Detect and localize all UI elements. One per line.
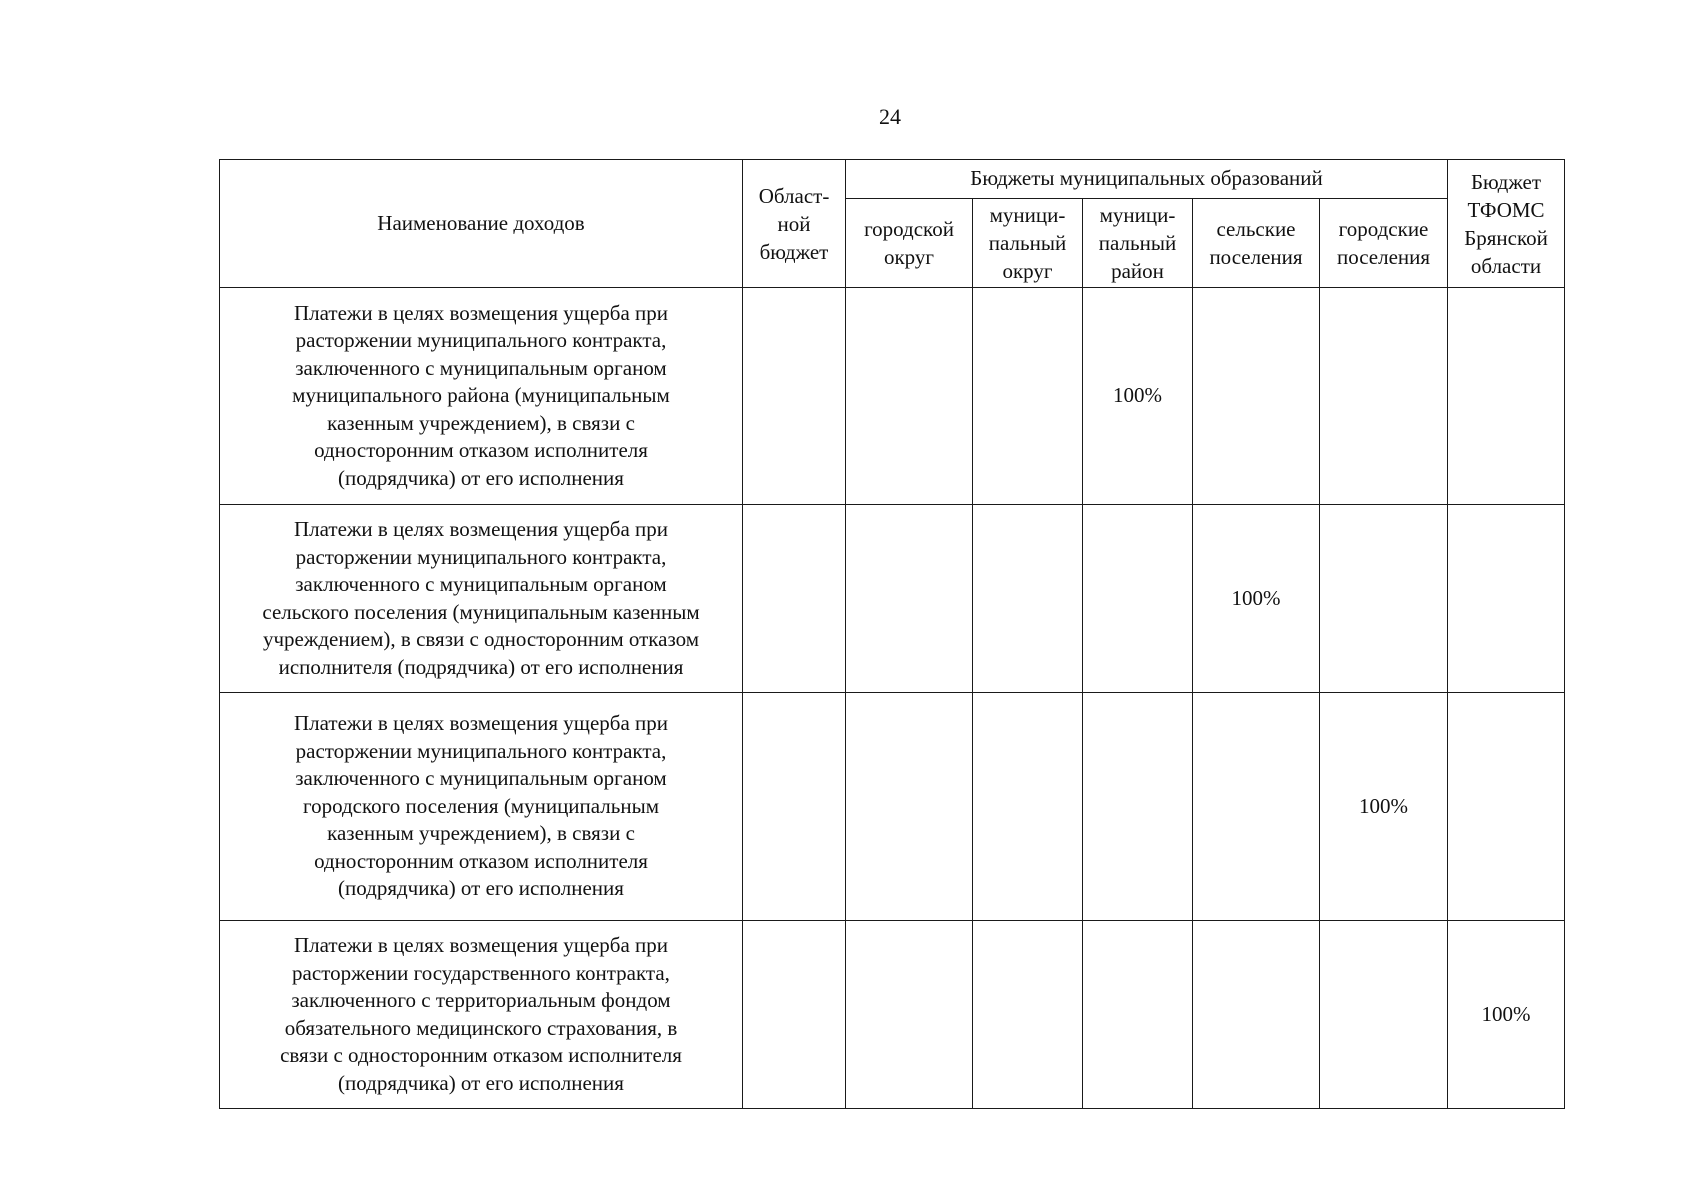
- city-district-cell: [846, 921, 973, 1109]
- regional-budget-cell: [743, 288, 846, 505]
- header-rural-settlements: сельские поселения: [1193, 199, 1320, 288]
- rural-settlements-cell: [1193, 288, 1320, 505]
- page-number: 24: [879, 104, 901, 129]
- urban-settlements-cell: [1320, 921, 1448, 1109]
- header-municipal-rayon: муници- пальный район: [1083, 199, 1193, 288]
- municipal-okrug-cell: [973, 693, 1083, 921]
- rural-settlements-cell: 100%: [1193, 505, 1320, 693]
- city-district-cell: [846, 288, 973, 505]
- municipal-okrug-cell: [973, 921, 1083, 1109]
- municipal-rayon-cell: [1083, 921, 1193, 1109]
- header-urban-settlements: городские поселения: [1320, 199, 1448, 288]
- regional-budget-cell: [743, 921, 846, 1109]
- urban-settlements-cell: 100%: [1320, 693, 1448, 921]
- municipal-rayon-cell: [1083, 693, 1193, 921]
- header-municipal-okrug: муници- пальный округ: [973, 199, 1083, 288]
- urban-settlements-cell: [1320, 288, 1448, 505]
- regional-budget-cell: [743, 693, 846, 921]
- header-income-name: Наименование доходов: [220, 160, 743, 288]
- header-tfoms-budget: Бюджет ТФОМС Брянской области: [1448, 160, 1565, 288]
- regional-budget-cell: [743, 505, 846, 693]
- header-regional-budget: Област- ной бюджет: [743, 160, 846, 288]
- income-name-cell: Платежи в целях возмещения ущерба при расторжении муниципального контракта, заключенного с муниципальным органом сельского поселения (муниципальным казенным учреждением), в связи с односторонним отказом исполнителя (подрядчика) от его исполнения: [220, 505, 743, 693]
- city-district-cell: [846, 693, 973, 921]
- income-name-cell: Платежи в целях возмещения ущерба при расторжении государственного контракта, заключенного с территориальным фондом обязательного медицинского страхования, в связи с односторонним отказом исполнителя (подрядчика) от его исполнения: [220, 921, 743, 1109]
- rural-settlements-cell: [1193, 921, 1320, 1109]
- revenue-distribution-table: [219, 159, 1565, 1109]
- income-name-cell: Платежи в целях возмещения ущерба при расторжении муниципального контракта, заключенного с муниципальным органом муниципального района (муниципальным казенным учреждением), в связи с односторонним отказом исполнителя (подрядчика) от его исполнения: [220, 288, 743, 505]
- municipal-okrug-cell: [973, 288, 1083, 505]
- rural-settlements-cell: [1193, 693, 1320, 921]
- municipal-okrug-cell: [973, 505, 1083, 693]
- municipal-rayon-cell: 100%: [1083, 288, 1193, 505]
- table-row: [220, 921, 1565, 1109]
- city-district-cell: [846, 505, 973, 693]
- tfoms-cell: 100%: [1448, 921, 1565, 1109]
- urban-settlements-cell: [1320, 505, 1448, 693]
- table-row: [220, 693, 1565, 921]
- table-row: [220, 505, 1565, 693]
- tfoms-cell: [1448, 693, 1565, 921]
- table-row: [220, 288, 1565, 505]
- tfoms-cell: [1448, 288, 1565, 505]
- municipal-rayon-cell: [1083, 505, 1193, 693]
- header-city-district: городской округ: [846, 199, 973, 288]
- income-name-cell: Платежи в целях возмещения ущерба при расторжении муниципального контракта, заключенного с муниципальным органом городского поселения (муниципальным казенным учреждением), в связи с односторонним отказом исполнителя (подрядчика) от его исполнения: [220, 693, 743, 921]
- header-municipal-budgets-group: Бюджеты муниципальных образований: [846, 160, 1448, 199]
- tfoms-cell: [1448, 505, 1565, 693]
